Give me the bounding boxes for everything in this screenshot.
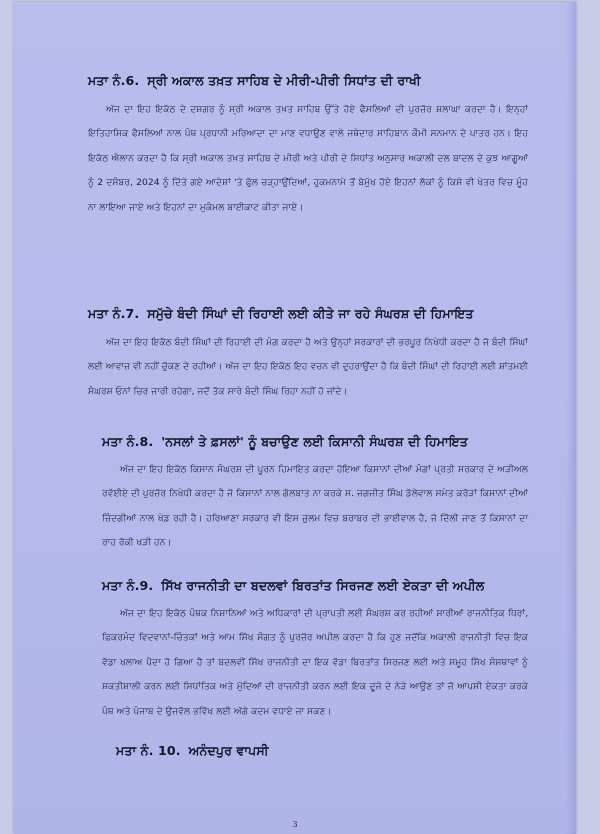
resolution-9-title: ਸਿੱਖ ਰਾਜਨੀਤੀ ਦਾ ਬਦਲਵਾਂ ਬਿਰਤਾਂਤ ਸਿਰਜਣ ਲਈ ਏਕਤਾ ਦੀ ਅਪੀਲ bbox=[161, 578, 485, 593]
resolution-10-heading bbox=[116, 743, 269, 759]
resolution-8-number: ਮਤਾ ਨੰ.8. bbox=[102, 434, 154, 449]
resolution-8-body: ਅੱਜ ਦਾ ਇਹ ਇਕੱਠ ਕਿਸਾਨ ਸੰਘਰਸ਼ ਦੀ ਪੂਰਨ ਹਿਮਾਇਤ ਕਰਦਾ ਹੋਇਆ ਕਿਸਾਨਾਂ ਦੀਆਂ ਮੰਗਾਂ ਪ੍ਰਤੀ ਸਰਕਾਰ ਦੇ ਅੜੀਅਲ ਰਵੱਈਏ ਦੀ ਪੁਰਜ਼ੋਰ ਨਿਖੇਧੀ ਕਰਦਾ ਹੈ ਜੋ ਕਿਸਾਨਾਂ ਨਾਲ ਗੱਲਬਾਤ ਨਾ ਕਰਕੇ ਸ. ਜਗਜੀਤ ਸਿੰਘ ਡੱਲੇਵਾਲ ਸਮੇਤ ਕਰੋੜਾਂ ਕਿਸਾਨਾਂ ਦੀਆਂ ਜ਼ਿੰਦਗੀਆਂ ਨਾਲ ਖੇਡ ਰਹੀ ਹੈ। ਹਰਿਆਣਾ ਸਰਕਾਰ ਵੀ ਇਸ ਜ਼ੁਲਮ ਵਿਚ ਬਰਾਬਰ ਦੀ ਭਾਈਵਾਲ ਹੈ, ਜੋ ਦਿੱਲੀ ਜਾਣ ਤੋਂ ਕਿਸਾਨਾਂ ਦਾ ਰਾਹ ਰੋਕੀ ਖੜੀ ਹਨ। bbox=[102, 464, 529, 549]
resolution-7-body: ਅੱਜ ਦਾ ਇਹ ਇਕੱਠ ਬੰਦੀ ਸਿੰਘਾਂ ਦੀ ਰਿਹਾਈ ਦੀ ਮੰਗ ਕਰਦਾ ਹੈ ਅਤੇ ਉਨ੍ਹਾਂ ਸਰਕਾਰਾਂ ਦੀ ਭਰਪੂਰ ਨਿਖੇਧੀ ਕਰਦਾ ਹੈ ਜੋ ਬੰਦੀ ਸਿੰਘਾਂ ਲਈ ਆਵਾਜ਼ ਵੀ ਨਹੀਂ ਚੁੱਕਣ ਦੇ ਰਹੀਆਂ। ਅੱਜ ਦਾ ਇਹ ਇਕੱਠ ਇਹ ਵਚਨ ਵੀ ਦੁਹਰਾਉਂਦਾ ਹੈ ਕਿ ਬੰਦੀ ਸਿੰਘਾਂ ਦੀ ਰਿਹਾਈ ਲਈ ਸ਼ਾਂਤਮਈ ਸੰਘਰਸ਼ ਓਨਾਂ ਚਿਰ ਜਾਰੀ ਰਹੇਗਾ, ਜਦੋਂ ਤੱਕ ਸਾਰੇ ਬੰਦੀ ਸਿੰਘ ਰਿਹਾ ਨਹੀਂ ਹੋ ਜਾਂਦੇ। bbox=[88, 337, 528, 397]
document-page bbox=[14, 2, 576, 834]
page-edge-shadow bbox=[566, 2, 576, 834]
resolution-6-body: ਅੱਜ ਦਾ ਇਹ ਇਕੱਠ ਦੇ ਦਸ਼ਗਰ ਨੂੰ ਸ੍ਰੀ ਅਕਾਲ ਤਖ਼ਤ ਸਾਹਿਬ ਉੱਤੇ ਹੋਏ ਫੈਸਲਿਆਂ ਦੀ ਪੁਰਜ਼ੋਰ ਸ਼ਲਾਘਾ ਕਰਦਾ ਹੈ। ਇਨ੍ਹਾਂ ਇਤਿਹਾਸਿਕ ਫੈਸਲਿਆਂ ਨਾਲ ਪੰਥ ਪ੍ਰਧਾਨੀ ਮਰਿਆਦਾ ਦਾ ਮਾਣ ਵਧਾਉਣ ਵਾਲੇ ਜਥੇਦਾਰ ਸਾਹਿਬਾਨ ਕੌਮੀ ਸਨਮਾਨ ਦੇ ਪਾਤਰ ਹਨ। ਇਹ ਇਕੱਠ ਐਲਾਨ ਕਰਦਾ ਹੈ ਕਿ ਸ੍ਰੀ ਅਕਾਲ ਤਖ਼ਤ ਸਾਹਿਬ ਦੇ ਮੀਰੀ ਅਤੇ ਪੀਰੀ ਦੇ ਸਿਧਾਂਤ ਅਨੁਸਾਰ ਅਕਾਲੀ ਦਲ ਬਾਦਲ ਦੇ ਕੁਝ ਆਗੂਆਂ ਨੂੰ 2 ਦਸੰਬਰ, 2024 ਨੂੰ ਦਿੱਤੇ ਗਏ ਆਦੇਸ਼ਾਂ 'ਤੇ ਫੁੱਲ ਚੜ੍ਹਾਉਂਦਿਆਂ, ਹੁਕਮਨਾਮੇ ਤੋਂ ਬੇਮੁੱਖ ਹੋਏ ਇਹਨਾਂ ਲੋਕਾਂ ਨੂੰ ਕਿਸੇ ਵੀ ਖੇਤਰ ਵਿਚ ਮੂੰਹ ਨਾ ਲਾਇਆ ਜਾਏ ਅਤੇ ਇਹਨਾਂ ਦਾ ਮੁਕੰਮਲ ਬਾਈਕਾਟ ਕੀਤਾ ਜਾਏ। bbox=[88, 104, 528, 213]
resolution-9-heading bbox=[102, 578, 484, 594]
resolution-6-heading bbox=[88, 73, 421, 89]
resolution-7-number: ਮਤਾ ਨੰ.7. bbox=[88, 306, 140, 321]
resolution-6-title: ਸ੍ਰੀ ਅਕਾਲ ਤਖ਼ਤ ਸਾਹਿਬ ਦੇ ਮੀਰੀ-ਪੀਰੀ ਸਿਧਾਂਤ ਦੀ ਰਾਖੀ bbox=[147, 73, 421, 88]
resolution-7-heading bbox=[88, 306, 474, 322]
page-number: 3 bbox=[292, 820, 298, 829]
resolution-8-title: 'ਨਸਲਾਂ ਤੇ ਫ਼ਸਲਾਂ' ਨੂੰ ਬਚਾਉਣ ਲਈ ਕਿਸਾਨੀ ਸੰਘਰਸ਼ ਦੀ ਹਿਮਾਇਤ bbox=[161, 434, 468, 449]
resolution-9-number: ਮਤਾ ਨੰ.9. bbox=[102, 578, 154, 593]
resolution-6-number: ਮਤਾ ਨੰ.6. bbox=[88, 73, 140, 88]
resolution-10-title: ਅਨੰਦਪੁਰ ਵਾਪਸੀ bbox=[188, 743, 269, 758]
resolution-10-number: ਮਤਾ ਨੰ. 10. bbox=[116, 743, 181, 758]
resolution-7-title: ਸਮੁੱਚੇ ਬੰਦੀ ਸਿੰਘਾਂ ਦੀ ਰਿਹਾਈ ਲਈ ਕੀਤੇ ਜਾ ਰਹੇ ਸੰਘਰਸ਼ ਦੀ ਹਿਮਾਇਤ bbox=[147, 306, 474, 321]
resolution-9-body: ਅੱਜ ਦਾ ਇਹ ਇਕੱਠ ਪੰਥਕ ਨਿਸ਼ਾਨਿਆਂ ਅਤੇ ਅਧਿਕਾਰਾਂ ਦੀ ਪ੍ਰਾਪਤੀ ਲਈ ਸੰਘਰਸ਼ ਕਰ ਰਹੀਆਂ ਸਾਰੀਆਂ ਰਾਜਨੀਤਿਕ ਧਿਰਾਂ, ਫ਼ਿਕਰਮੰਦ ਵਿਦਵਾਨਾਂ-ਚਿੰਤਕਾਂ ਅਤੇ ਆਮ ਸਿੱਖ ਸੰਗਤ ਨੂੰ ਪੁਰਜ਼ੋਰ ਅਪੀਲ ਕਰਦਾ ਹੈ ਕਿ ਹੁਣ ਜਦੋਂਕਿ ਅਕਾਲੀ ਰਾਜਨੀਤੀ ਵਿਚ ਇਕ ਵੱਡਾ ਖਲਾਅ ਪੈਦਾ ਹੋ ਗਿਆ ਹੈ ਤਾਂ ਬਦਲਵੀਂ ਸਿੱਖ ਰਾਜਨੀਤੀ ਦਾ ਇਕ ਵੱਡਾ ਬਿਰਤਾਂਤ ਸਿਰਜਣ ਲਈ ਅਤੇ ਸਮੂਹ ਸਿੱਖ ਸੰਸਥਾਵਾਂ ਨੂੰ ਸ਼ਕਤੀਸ਼ਾਲੀ ਕਰਨ ਲਈ ਸਿਧਾਂਤਿਕ ਅਤੇ ਮੁੱਦਿਆਂ ਦੀ ਰਾਜਨੀਤੀ ਕਰਨ ਲਈ ਇਕ ਦੂਜੇ ਦੇ ਨੇੜੇ ਆਉਣ ਤਾਂ ਜੋ ਆਪਸੀ ਏਕਤਾ ਕਰਕੇ ਪੰਥ ਅਤੇ ਪੰਜਾਬ ਦੇ ਉਜਵੱਲ ਭਵਿੱਖ ਲਈ ਅੱਗੇ ਕਦਮ ਵਧਾਏ ਜਾ ਸਕਣ। bbox=[102, 608, 528, 717]
resolution-8-heading bbox=[102, 434, 468, 450]
